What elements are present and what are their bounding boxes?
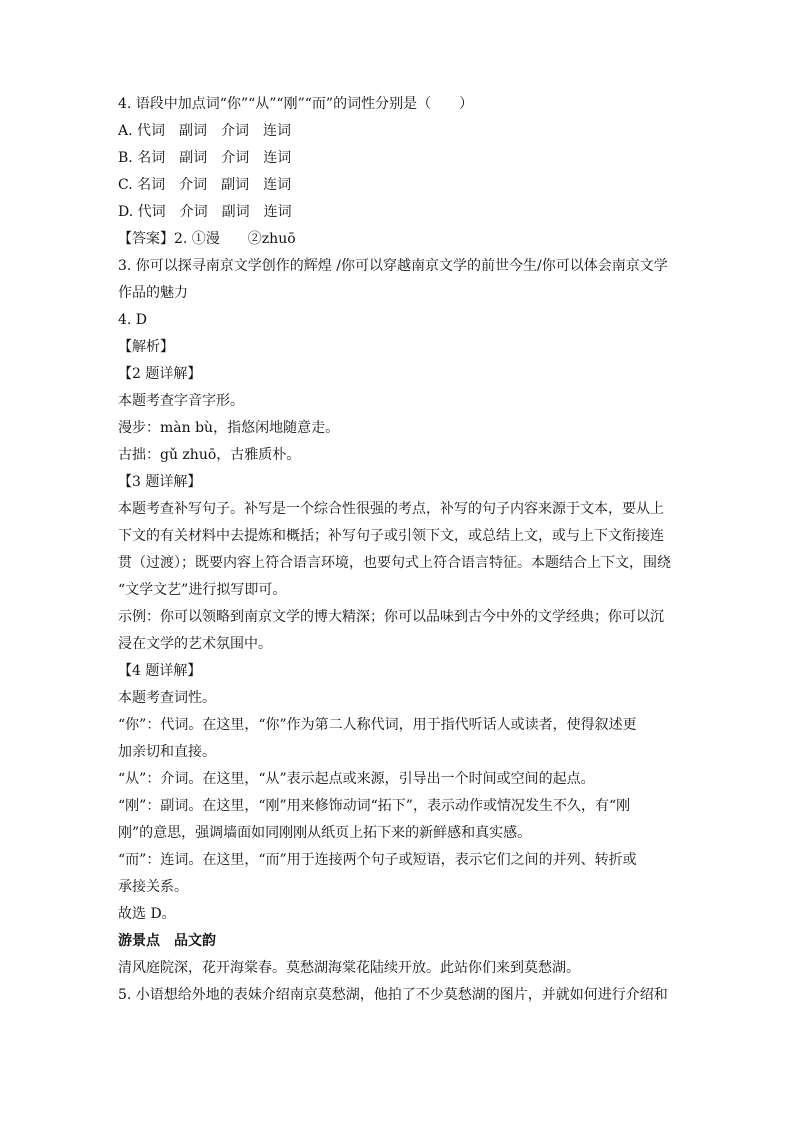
text-line: 贯（过渡）；既要内容上符合语言环境，也要句式上符合语言特征。本题结合上下文，围绕 (118, 555, 671, 571)
text-line: 故选 D。 (118, 906, 176, 922)
text-line: A. 代词 副词 介词 连词 (118, 123, 292, 139)
text-line: 【答案】2. ①漫 ②zhuō (118, 231, 296, 247)
text-line: 下文的有关材料中去提炼和概括；补写句子或引领下文，或总结上文，或与上下文衔接连 (118, 528, 664, 544)
text-line: “文学文艺”进行拟写即可。 (118, 582, 287, 598)
text-line: 3. 你可以探寻南京文学创作的辉煌 /你可以穿越南京文学的前世今生/你可以体会南京文学 (118, 258, 668, 274)
text-line: 作品的魅力 (118, 285, 188, 301)
text-line: D. 代词 介词 副词 连词 (118, 204, 292, 220)
text-line: 刚”的意思，强调墙面如同刚刚从纸页上拓下来的新鲜感和真实感。 (118, 825, 532, 841)
text-line: 漫步：màn bù，指悠闲地随意走。 (118, 420, 340, 436)
text-line: 示例：你可以领略到南京文学的博大精深；你可以品味到古今中外的文学经典；你可以沉 (118, 609, 664, 625)
text-line: 4. 语段中加点词“你”“从”“刚”“而”的词性分别是（ ） (118, 96, 474, 112)
text-line: 【3 题详解】 (118, 474, 202, 490)
text-line: 5. 小语想给外地的表妹介绍南京莫愁湖，他拍了不少莫愁湖的图片，并就如何进行介绍和 (118, 987, 668, 1003)
text-line: “你”：代词。在这里，“你”作为第二人称代词，用于指代听话人或读者，使得叙述更 (118, 717, 637, 733)
text-line: 本题考查补写句子。补写是一个综合性很强的考点，补写的句子内容来源于文本，要从上 (118, 501, 664, 517)
text-line: 【4 题详解】 (118, 663, 202, 679)
text-line: 浸在文学的艺术氛围中。 (118, 636, 272, 652)
text-line: 承接关系。 (118, 879, 188, 895)
text-line: 古拙：gǔ zhuō，古雅质朴。 (118, 447, 301, 463)
text-line: 加亲切和直接。 (118, 744, 216, 760)
text-line: 本题考查字音字形。 (118, 393, 244, 409)
text-line: C. 名词 介词 副词 连词 (118, 177, 292, 193)
text-line: B. 名词 副词 介词 连词 (118, 150, 292, 166)
text-line: 4. D (118, 312, 148, 328)
text-line: 本题考查词性。 (118, 690, 216, 706)
text-line: 清风庭院深，花开海棠春。莫愁湖海棠花陆续开放。此站你们来到莫愁湖。 (118, 960, 580, 976)
text-line: 【解析】 (118, 339, 174, 355)
text-line: “刚”：副词。在这里，“刚”用来修饰动词“拓下”，表示动作或情况发生不久，有“刚 (118, 798, 631, 814)
text-line: “而”：连词。在这里，“而”用于连接两个句子或短语，表示它们之间的并列、转折或 (118, 852, 637, 868)
text-line: 【2 题详解】 (118, 366, 202, 382)
document-page (118, 91, 678, 1009)
text-line: “从”：介词。在这里，“从”表示起点或来源，引导出一个时间或空间的起点。 (118, 771, 595, 787)
section-heading: 游景点 品文韵 (118, 933, 216, 949)
